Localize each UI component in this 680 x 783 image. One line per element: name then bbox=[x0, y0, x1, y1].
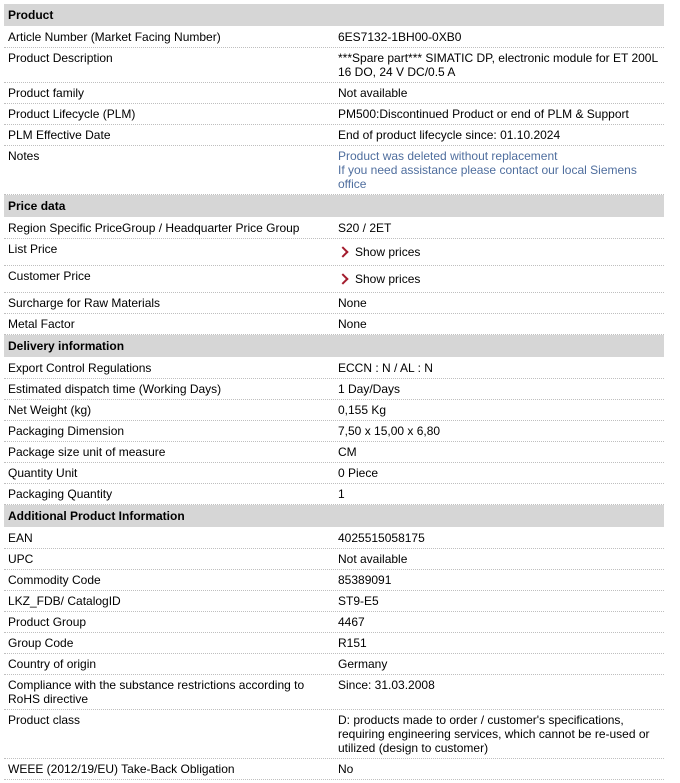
row-value: Since: 31.03.2008 bbox=[338, 678, 435, 692]
row-label: Surcharge for Raw Materials bbox=[8, 296, 161, 310]
table-row bbox=[4, 528, 664, 549]
row-label: Product family bbox=[8, 86, 85, 100]
row-label: Quantity Unit bbox=[8, 466, 78, 480]
row-label: Region Specific PriceGroup / Headquarter Price Group bbox=[8, 221, 300, 235]
row-value: 4025515058175 bbox=[338, 531, 425, 545]
table-row bbox=[4, 591, 664, 612]
row-label: Product Description bbox=[8, 51, 113, 65]
row-label: Export Control Regulations bbox=[8, 361, 152, 375]
chevron-right-icon bbox=[337, 246, 348, 257]
row-label: PLM Effective Date bbox=[8, 128, 111, 142]
row-value: PM500:Discontinued Product or end of PLM & Support bbox=[338, 107, 629, 121]
row-value: S20 / 2ET bbox=[338, 221, 392, 235]
table-row bbox=[4, 379, 664, 400]
chevron-right-icon bbox=[337, 273, 348, 284]
row-label: Commodity Code bbox=[8, 573, 101, 587]
row-label: Package size unit of measure bbox=[8, 445, 166, 459]
show-prices-label: Show prices bbox=[355, 272, 421, 286]
table-row bbox=[4, 83, 664, 104]
table-row bbox=[4, 633, 664, 654]
row-value: No bbox=[338, 762, 354, 776]
row-label: Country of origin bbox=[8, 657, 97, 671]
row-value: None bbox=[338, 317, 367, 331]
row-value: R151 bbox=[338, 636, 367, 650]
row-value: ***Spare part*** SIMATIC DP, electronic module for ET 200L 16 DO, 24 V DC/0.5 A bbox=[338, 51, 658, 79]
table-row bbox=[4, 239, 664, 266]
contact-siemens-link[interactable]: If you need assistance please contact our local Siemens office bbox=[338, 163, 637, 191]
show-prices-link[interactable] bbox=[338, 245, 420, 259]
row-value bbox=[334, 239, 664, 265]
table-row bbox=[4, 654, 664, 675]
table-row bbox=[4, 293, 664, 314]
table-row bbox=[4, 710, 664, 759]
row-value bbox=[334, 146, 664, 194]
show-prices-link[interactable] bbox=[338, 272, 420, 286]
table-row bbox=[4, 266, 664, 293]
row-label: Packaging Quantity bbox=[8, 487, 113, 501]
row-label: Notes bbox=[8, 149, 40, 163]
row-label: Packaging Dimension bbox=[8, 424, 125, 438]
row-value: Germany bbox=[338, 657, 388, 671]
table-row bbox=[4, 218, 664, 239]
row-label: Estimated dispatch time (Working Days) bbox=[8, 382, 222, 396]
table-row bbox=[4, 314, 664, 335]
table-row bbox=[4, 675, 664, 710]
row-value: 7,50 x 15,00 x 6,80 bbox=[338, 424, 441, 438]
row-label: Group Code bbox=[8, 636, 74, 650]
table-row bbox=[4, 759, 664, 780]
row-value: CM bbox=[338, 445, 357, 459]
row-value: End of product lifecycle since: 01.10.2024 bbox=[338, 128, 561, 142]
row-value: 0,155 Kg bbox=[338, 403, 387, 417]
table-row bbox=[4, 125, 664, 146]
row-label: Product class bbox=[8, 713, 81, 727]
row-label: LKZ_FDB/ CatalogID bbox=[8, 594, 121, 608]
section-header-delivery-information: Delivery information bbox=[4, 335, 664, 358]
table-row bbox=[4, 463, 664, 484]
row-label: Customer Price bbox=[8, 269, 91, 283]
table-row bbox=[4, 442, 664, 463]
table-row bbox=[4, 612, 664, 633]
row-label: WEEE (2012/19/EU) Take-Back Obligation bbox=[8, 762, 235, 776]
row-label: Net Weight (kg) bbox=[8, 403, 92, 417]
table-row bbox=[4, 358, 664, 379]
table-row bbox=[4, 146, 664, 195]
product-data-table bbox=[4, 4, 664, 780]
row-label: EAN bbox=[8, 531, 33, 545]
table-row bbox=[4, 104, 664, 125]
table-row bbox=[4, 400, 664, 421]
table-row bbox=[4, 484, 664, 505]
row-value bbox=[334, 266, 664, 292]
row-value: 4467 bbox=[338, 615, 365, 629]
table-row bbox=[4, 570, 664, 591]
row-value: 1 bbox=[338, 487, 345, 501]
row-value: 1 Day/Days bbox=[338, 382, 401, 396]
row-value: 6ES7132-1BH00-0XB0 bbox=[338, 30, 462, 44]
row-value: D: products made to order / customer's specifications, requiring engineering services, which cannot be re-used or utilized (design to customer) bbox=[338, 713, 650, 755]
table-row bbox=[4, 549, 664, 570]
section-header-price-data: Price data bbox=[4, 195, 664, 218]
row-label: Product Lifecycle (PLM) bbox=[8, 107, 136, 121]
row-value: Not available bbox=[338, 552, 408, 566]
row-value: 0 Piece bbox=[338, 466, 379, 480]
row-label: Compliance with the substance restrictions according to RoHS directive bbox=[8, 678, 305, 706]
row-value: ECCN : N / AL : N bbox=[338, 361, 433, 375]
row-label: Metal Factor bbox=[8, 317, 75, 331]
row-value: ST9-E5 bbox=[338, 594, 379, 608]
row-label: Article Number (Market Facing Number) bbox=[8, 30, 221, 44]
row-label: UPC bbox=[8, 552, 34, 566]
table-row bbox=[4, 421, 664, 442]
row-label: List Price bbox=[8, 242, 58, 256]
section-header-additional-product-information: Additional Product Information bbox=[4, 505, 664, 528]
row-value: None bbox=[338, 296, 367, 310]
row-value: 85389091 bbox=[338, 573, 392, 587]
row-label: Product Group bbox=[8, 615, 87, 629]
section-header-product: Product bbox=[4, 4, 664, 27]
deleted-notice-link[interactable]: Product was deleted without replacement bbox=[338, 149, 558, 163]
show-prices-label: Show prices bbox=[355, 245, 421, 259]
table-row bbox=[4, 27, 664, 48]
row-value: Not available bbox=[338, 86, 408, 100]
table-row bbox=[4, 48, 664, 83]
